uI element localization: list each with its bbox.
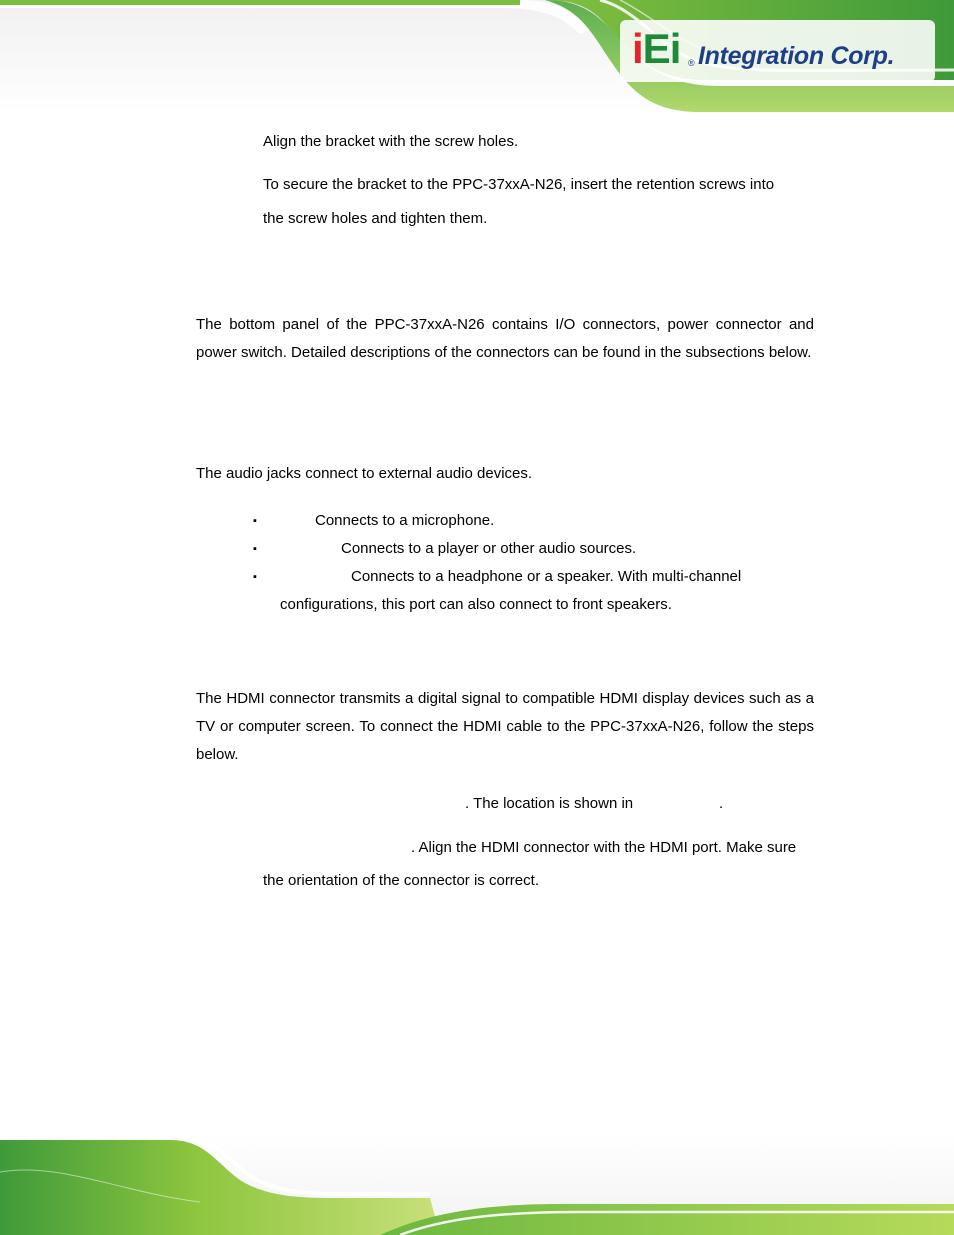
bracket-step-secure: To secure the bracket to the PPC-37xxA-N26, insert the retention screws into	[263, 176, 775, 193]
audio-item-line-out-cont: configurations, this port can also connect to front speakers.	[280, 596, 672, 613]
hdmi-step-align: . Align the HDMI connector with the HDMI port. Make sure	[411, 839, 797, 856]
iei-logo-mark	[632, 25, 681, 72]
registered-mark: ®	[688, 58, 695, 68]
bracket-step-align: Align the bracket with the screw holes.	[263, 133, 519, 150]
bullet-marker: ▪	[253, 515, 257, 527]
bottom-panel-description: The bottom panel of the PPC-37xxA-N26 contains I/O connectors, power connector and power switch. Detailed descriptions of the connectors can be found in the subsections below.	[196, 316, 814, 361]
bullet-marker: ▪	[253, 543, 257, 555]
footer-decoration	[0, 1132, 954, 1235]
audio-item-line-out: Connects to a headphone or a speaker. With multi-channel	[351, 568, 742, 585]
hdmi-step-locate-end: .	[719, 795, 724, 812]
iei-logo	[632, 25, 922, 74]
audio-item-line-in: Connects to a player or other audio sources.	[341, 540, 637, 557]
bullet-marker: ▪	[253, 571, 257, 583]
logo-letter-e: E	[642, 25, 670, 72]
logo-letter-i2: i	[669, 25, 681, 72]
bracket-step-secure-cont: the screw holes and tighten them.	[263, 210, 488, 227]
hdmi-step-locate: . The location is shown in	[465, 795, 634, 812]
hdmi-description: The HDMI connector transmits a digital signal to compatible HDMI display devices such as a TV or computer screen. To connect the HDMI cable to the PPC-37xxA-N26, follow the steps below.	[196, 690, 814, 763]
logo-company-name: Integration Corp.	[698, 42, 895, 70]
audio-intro: The audio jacks connect to external audio devices.	[196, 465, 533, 482]
hdmi-step-align-cont: the orientation of the connector is correct.	[263, 872, 539, 889]
audio-item-mic: Connects to a microphone.	[315, 512, 495, 529]
logo-letter-i: i	[632, 25, 643, 72]
